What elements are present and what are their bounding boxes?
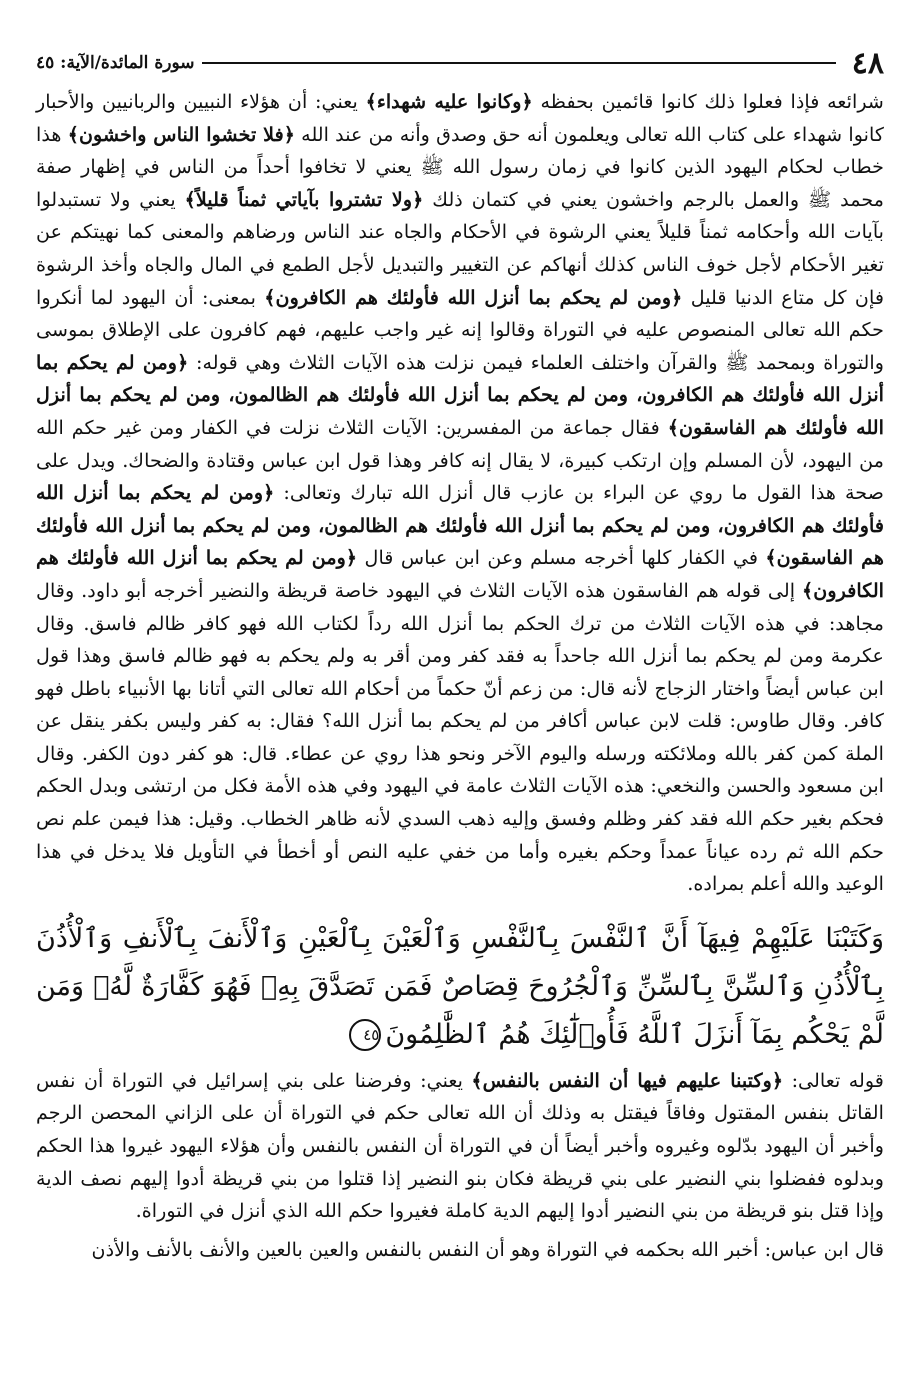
book-page bbox=[36, 40, 884, 1266]
ayah-number-marker: ٤٥ bbox=[349, 1019, 381, 1051]
quoted-verse: ﴿وكتبنا عليهم فيها أن النفس بالنفس﴾ bbox=[471, 1068, 784, 1092]
commentary-text: يعني: وفرضنا على بني إسرائيل في التوراة أن نفس القاتل بنفس المقتول وفاقاً فيقتل به وذلك أن الله تعالى حكم في التوراة أن على الزاني المحصن الرجم وأخبر أن اليهود بدّلوه وغيروه وأخبر أيضاً أن في التوراة أن النفس بالنفس وأن هؤلاء اليهود غيروا هذا الحكم وبدلوه ففضلوا بني النضير على بني قريظة فكان بنو النضير إذا قتلوا من بني قريظة أدوا إليهم نصف الدية وإذا قتل بنو قريظة من بني النضير أدوا إليهم الدية كاملة فغيروا حكم الله الذي أنزل في التوراة. bbox=[36, 1068, 884, 1223]
quran-verse-block bbox=[36, 915, 884, 1059]
commentary-text: قال ابن عباس: أخبر الله بحكمه في التوراة وهو أن النفس بالنفس والعين بالعين والأنف بالأنف والأذن bbox=[91, 1237, 884, 1261]
surah-verse-label: سورة المائدة/الآية: ٤٥ bbox=[36, 53, 195, 73]
header-rule bbox=[202, 62, 835, 64]
quoted-verse: ﴿وكانوا عليه شهداء﴾ bbox=[365, 90, 533, 113]
running-header bbox=[36, 40, 884, 86]
commentary-text: بمعنى: أن اليهود لما أنكروا حكم الله تعالى المنصوص عليه في التوراة وقالوا إنه غير واجب عليهم، فهم كافرون على الإطلاق بموسى والتوراة وبمحمد ﷺ والقرآن واختلف العلماء فيمن نزلت هذه الآيات الثلاث وهي قوله: bbox=[36, 285, 884, 374]
quoted-verse: ﴿ومن لم يحكم بما أنزل الله فأولئك هم الكافرون﴾ bbox=[36, 546, 884, 602]
quoted-verse: ﴿فلا تخشوا الناس واخشون﴾ bbox=[67, 122, 295, 146]
commentary-text: قوله تعالى: bbox=[783, 1068, 884, 1092]
commentary-text: شرائعه فإذا فعلوا ذلك كانوا قائمين بحفظه bbox=[532, 90, 884, 113]
quoted-verse: ﴿ومن لم يحكم بما أنزل الله فأولئك هم الكافرون، ومن لم يحكم بما أنزل الله فأولئك هم الظالمون، ومن لم يحكم بما أنزل الله فأولئك هم الفاسقون﴾ bbox=[36, 350, 884, 439]
quoted-verse: ﴿ومن لم يحكم بما أنزل الله فأولئك هم الكافرون، ومن لم يحكم بما أنزل الله فأولئك هم الظالمون، ومن لم يحكم بما أنزل الله فأولئك هم الفاسقون﴾ bbox=[36, 481, 885, 570]
commentary-text: يعني: أن هؤلاء النبيين والربانيين والأحبار كانوا شهداء على كتاب الله تعالى ويعلمون أنه حق وصدق وأنه من عند الله bbox=[36, 90, 884, 146]
commentary-text: هذا خطاب لحكام اليهود الذين كانوا في زمان رسول الله ﷺ يعني لا تخافوا أحداً من الناس في إظهار صفة محمد ﷺ والعمل بالرجم واخشون يعني في كتمان ذلك bbox=[36, 122, 884, 211]
quran-verse-text: وَكَتَبْنَا عَلَيْهِمْ فِيهَآ أَنَّ ٱلنَّفْسَ بِٱلنَّفْسِ وَٱلْعَيْنَ بِٱلْعَيْنِ وَٱلْأَنفَ بِٱلْأَنفِ وَٱلْأُذُنَ بِٱلْأُذُنِ وَٱلسِّنَّ بِٱلسِّنِّ وَٱلْجُرُوحَ قِصَاصٌ فَمَن تَصَدَّقَ بِهِۦ فَهُوَ كَفَّارَةٌ لَّهُۥ وَمَن لَّمْ يَحْكُم بِمَآ أَنزَلَ ٱللَّهُ فَأُو۟لَٰٓئِكَ هُمُ ٱلظَّٰلِمُونَ bbox=[36, 922, 884, 1050]
page-number: ٤٨ bbox=[851, 45, 884, 81]
quoted-verse: ﴿ومن لم يحكم بما أنزل الله فأولئك هم الكافرون﴾ bbox=[264, 285, 683, 309]
commentary-paragraph-3 bbox=[36, 1234, 884, 1267]
quoted-verse: ﴿ولا تشتروا بآياتي ثمناً قليلاً﴾ bbox=[184, 187, 424, 211]
commentary-paragraph-2 bbox=[36, 1065, 884, 1228]
commentary-text: فقال جماعة من المفسرين: الآيات الثلاث نزلت في الكفار ومن غير حكم الله من اليهود، لأن المسلم وإن ارتكب كبيرة، لا يقال إنه كافر وهذا قول ابن عباس وقتادة والضحاك. ويدل على صحة هذا القول ما روي عن البراء بن عازب قال أنزل الله تبارك وتعالى: bbox=[36, 415, 884, 505]
commentary-paragraph-1 bbox=[36, 86, 884, 901]
commentary-text: في الكفار كلها أخرجه مسلم وعن ابن عباس قال bbox=[357, 546, 766, 570]
commentary-text: يعني ولا تستبدلوا بآيات الله وأحكامه ثمناً قليلاً يعني الرشوة في الأحكام والجاه عند الناس ورضاهم والمعنى كما نهيتكم عن تغير الأحكام لأجل خوف الناس كذلك أنهاكم عن التغيير والتبديل لأجل الطمع في المال والجاه وأخذ الرشوة فإن كل متاع الدنيا قليل bbox=[36, 187, 884, 309]
commentary-text: إلى قوله هم الفاسقون هذه الآيات الثلاث في اليهود خاصة قريظة والنضير أخرجه أبو داود. وقال مجاهد: في هذه الآيات الثلاث من ترك الحكم بما أنزل الله رداً لكتاب الله فهو كافر ظالم فاسق. وقال عكرمة ومن لم يحكم بما أنزل الله جاحداً به فقد كفر ومن أقر به ولم يحكم به فهو ظالم فاسق وهذا قول ابن عباس أيضاً واختار الزجاج لأنه قال: من زعم أنّ حكماً من أحكام الله تعالى التي أتانا بها الأنبياء باطل فهو كافر. وقال طاوس: قلت لابن عباس أكافر من لم يحكم بما أنزل الله؟ فقال: به كفر وليس بكفر ينقل عن الملة كمن كفر بالله وملائكته ورسله واليوم الآخر ونحو هذا روي عن عطاء. قال: هو كفر دون الكفر. وقال ابن مسعود والحسن والنخعي: هذه الآيات الثلاث عامة في اليهود وفي هذه الأمة فكل من ارتشى وبدل الحكم فحكم بغير حكم الله فقد كفر وظلم وفسق وإليه ذهب السدي لأنه ظاهر الخطاب. وقيل: هذا فيمن علم نص حكم الله ثم رده عياناً عمداً وحكم بغيره وأما من خفي عليه النص أو أخطأ في التأويل فلا يدخل في هذا الوعيد والله أعلم بمراده. bbox=[36, 578, 884, 896]
